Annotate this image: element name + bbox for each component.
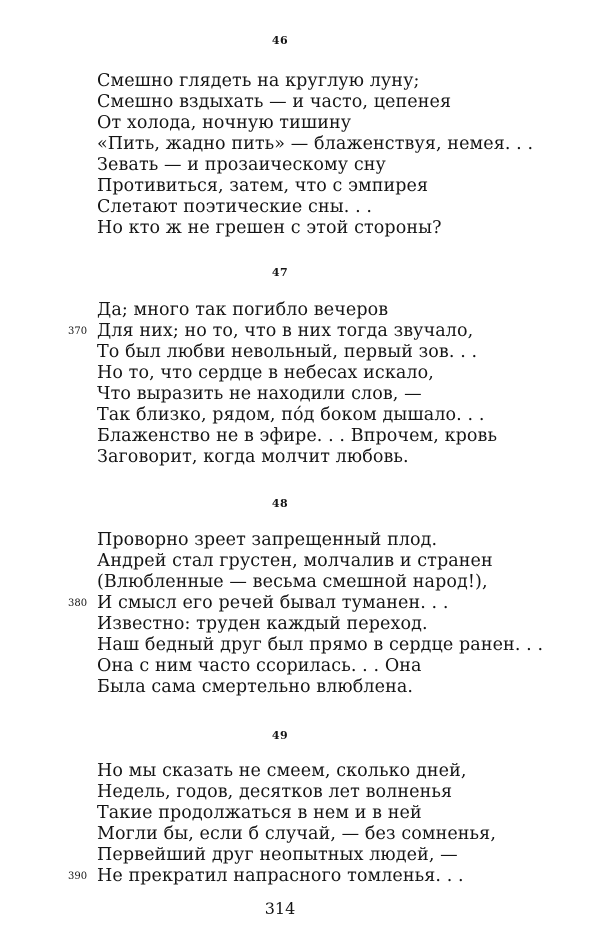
poem-line: Такие продолжаться в нем и в ней — [97, 803, 422, 823]
poem-line: Проворно зреет запрещенный плод. — [97, 530, 438, 550]
line-number-marker: 370 — [68, 326, 88, 337]
poem-line: Заговорит, когда молчит любовь. — [97, 447, 409, 467]
poem-line: Известно: труден каждый переход. — [97, 614, 428, 634]
poem-line: Но мы сказать не смеем, сколько дней, — [97, 761, 467, 781]
stanza-number: 47 — [271, 266, 289, 279]
poem-line: Наш бедный друг был прямо в сердце ранен. . . — [97, 635, 544, 655]
poem-line: Так близко, рядом, по́д боком дышало. . . — [97, 405, 485, 425]
poem-line: Но кто ж не грешен с этой стороны? — [97, 218, 442, 238]
poem-line: Блаженство не в эфире. . . Впрочем, кровь — [97, 426, 498, 446]
poem-line: Первейший друг неопытных людей, — — [97, 845, 458, 865]
poem-line: Была сама смертельно влюблена. — [97, 677, 414, 697]
poem-line: Андрей стал грустен, молчалив и странен — [97, 551, 493, 571]
poem-line: Что выразить не находили слов, — — [97, 384, 422, 404]
poem-line: Смешно вздыхать — и часто, цепенея — [97, 92, 452, 112]
poem-line: Для них; но то, что в них тогда звучало, — [97, 321, 474, 341]
stanza-number: 49 — [271, 729, 289, 742]
poem-line: И смысл его речей бывал туманен. . . — [97, 593, 449, 613]
line-number-marker: 380 — [68, 598, 88, 609]
poem-line: Да; много так погибло вечеров — [97, 300, 389, 320]
poem-line: От холода, ночную тишину — [97, 113, 352, 133]
poem-line: (Влюбленные — весьма смешной народ!), — [97, 572, 488, 592]
poem-line: Не прекратил напрасного томленья. . . — [97, 866, 464, 886]
poem-line: Смешно глядеть на круглую луну; — [97, 71, 420, 91]
poem-line: «Пить, жадно пить» — блаженствуя, немея. . . — [97, 134, 534, 154]
poem-line: Зевать — и прозаическому сну — [97, 155, 386, 175]
stanza-number: 48 — [271, 497, 289, 510]
poem-line: Но то, что сердце в небесах искало, — [97, 363, 434, 383]
poem-line: Слетают поэтические сны. . . — [97, 197, 373, 217]
line-number-marker: 390 — [68, 871, 88, 882]
poem-line: Могли бы, если б случай, — без сомненья, — [97, 824, 496, 844]
poem-line: То был любви невольный, первый зов. . . — [97, 342, 478, 362]
poem-line: Она с ним часто ссорилась. . . Она — [97, 656, 422, 676]
poem-line: Недель, годов, десятков лет волненья — [97, 782, 453, 802]
stanza-number: 46 — [271, 34, 289, 47]
poem-line: Противиться, затем, что с эмпирея — [97, 176, 429, 196]
page-number: 314 — [264, 899, 296, 918]
